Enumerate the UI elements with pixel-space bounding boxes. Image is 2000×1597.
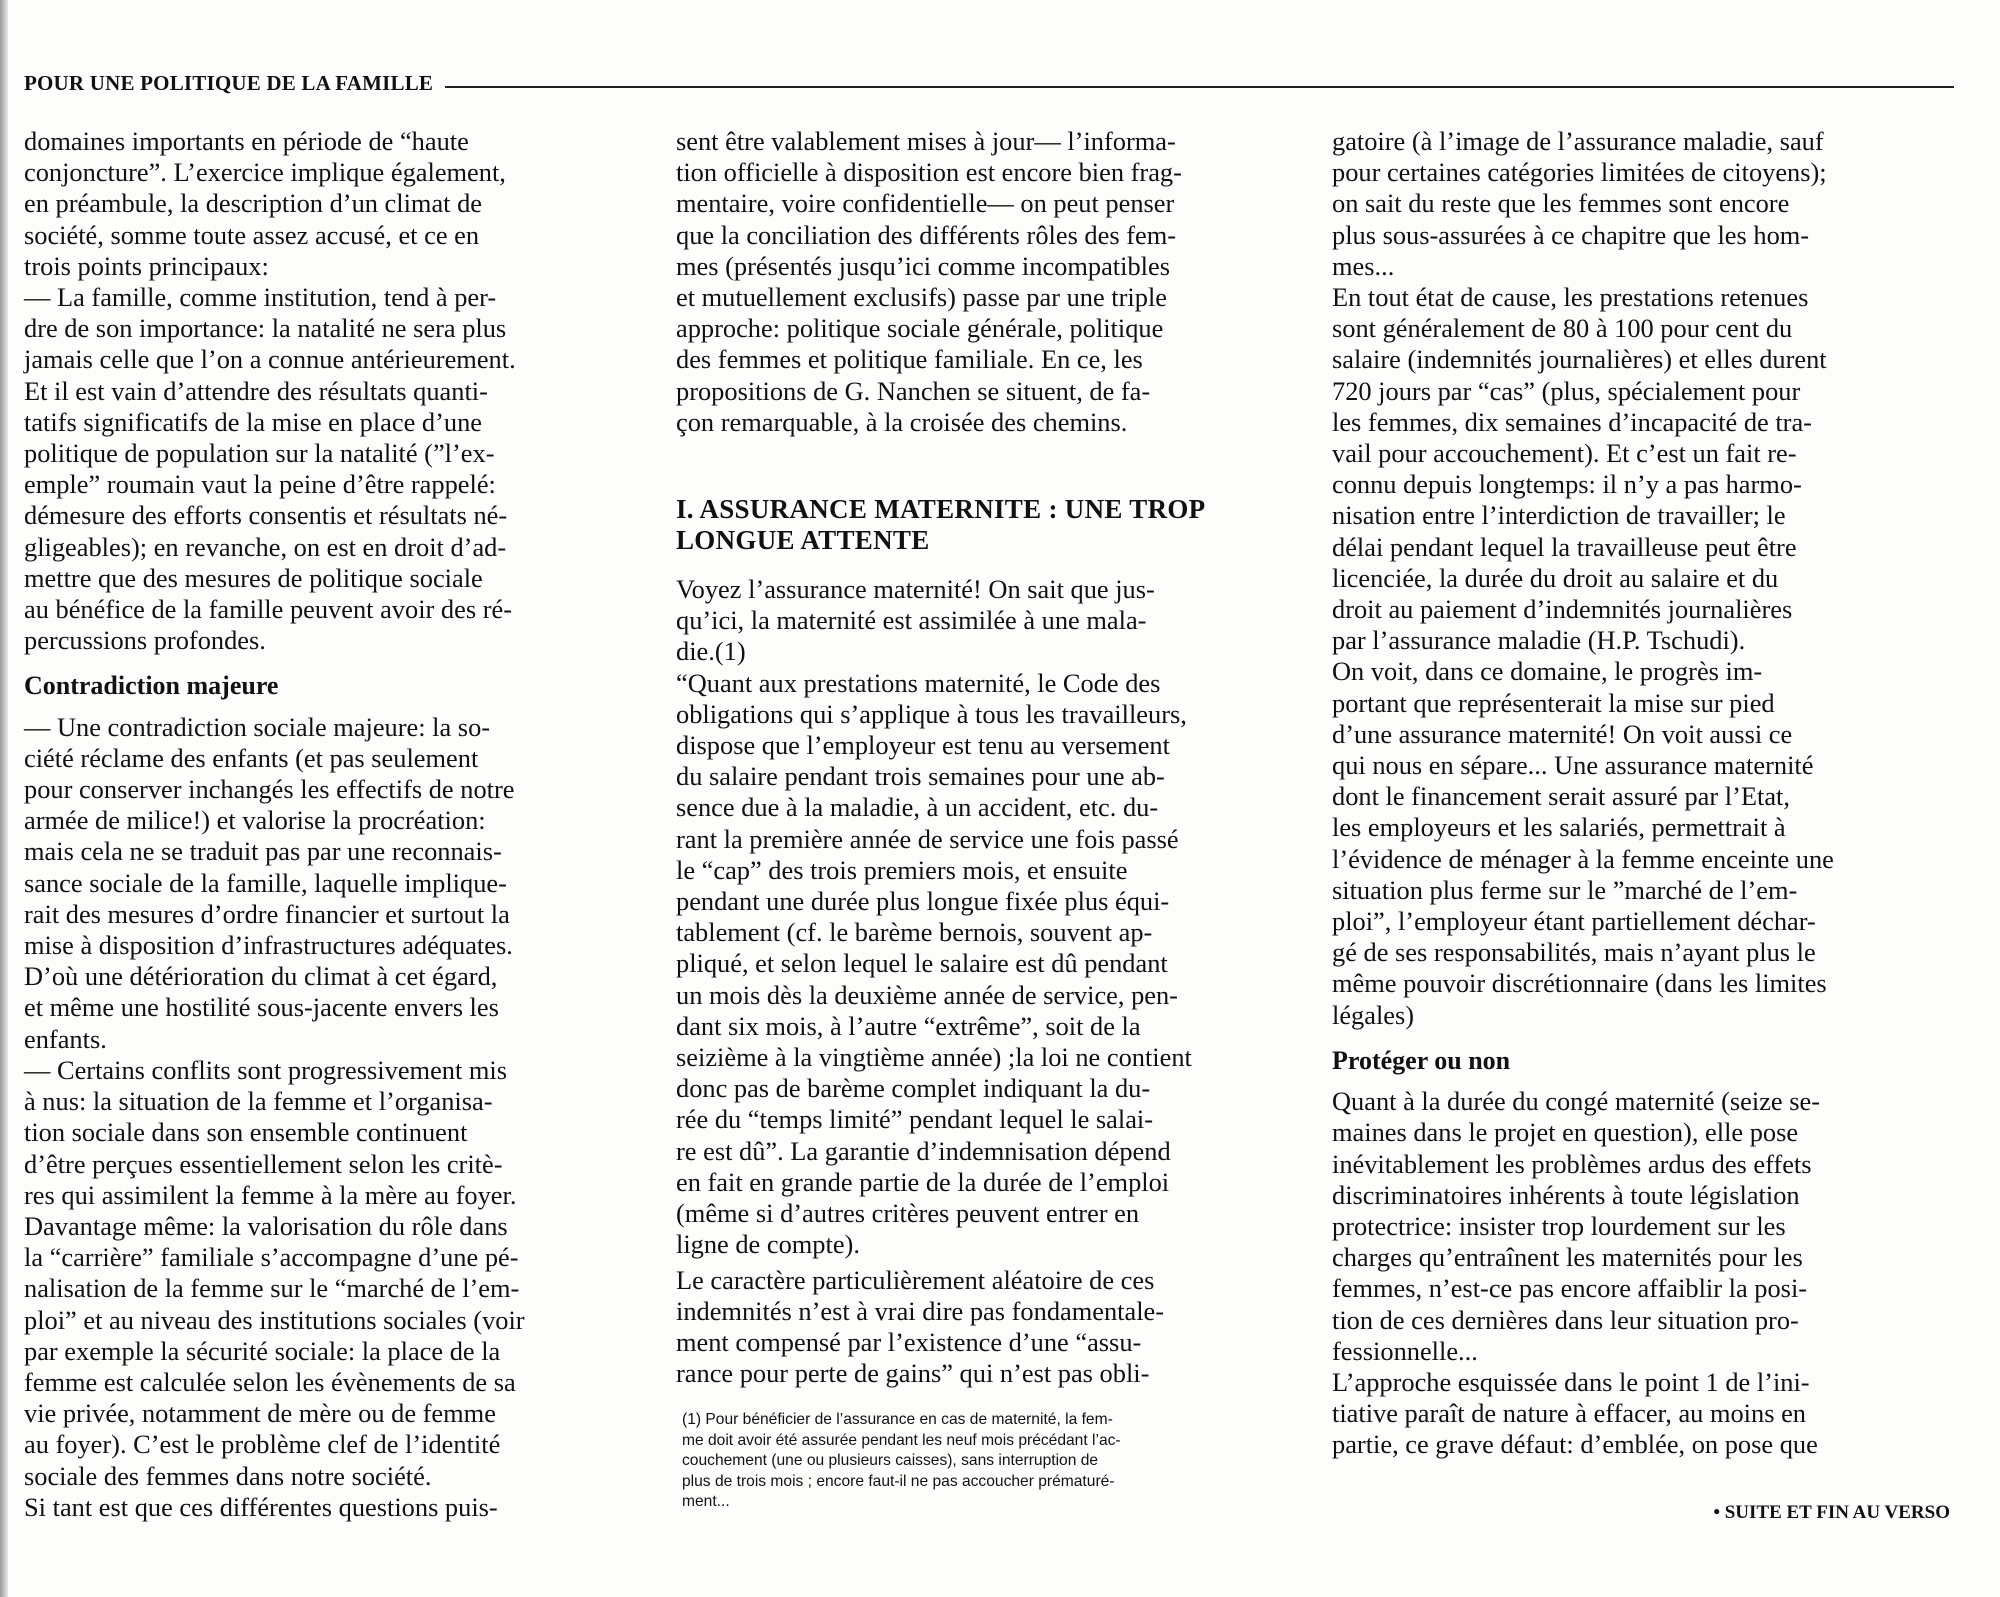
paragraph: L’approche esquissée dans le point 1 de l’ini- tiative paraît de nature à effacer, au moins en partie, ce grave défaut: d’emblée, on pose que <box>1332 1366 1818 1460</box>
paragraph: — Une contradiction sociale majeure: la so- ciété réclame des enfants (et pas seulement pour conserver inchangés les effectifs de notre armée de milice!) et valorise la procréation: mais cela ne se traduit pas par une reconnais- sance sociale de la famille, laquelle implique- rait des mesures d’ordre financier et surtout la mise à disposition d’infrastructures adéquates. D’où une détérioration du climat à cet égard, et même une hostilité sous-jacente envers les enfants. <box>24 711 515 1054</box>
paragraph: En tout état de cause, les prestations retenues sont généralement de 80 à 100 pour cent du salaire (indemnités journalières) et elles durent 720 jours par “cas” (plus, spécialement pour les femmes, dix semaines d’incapacité de tra- vail pour accouchement). Et c’est un fait re- connu depuis longtemps: il n’y a pas harmo- nisation entre l’interdiction de travailler; le délai pendant lequel la travailleuse peut être licenciée, la durée du droit au salaire et du droit au paiement d’indemnités journalières par l’assurance maladie (H.P. Tschudi). <box>1332 282 1827 656</box>
paragraph: “Quant aux prestations maternité, le Code des obligations qui s’applique à tous les travailleurs, dispose que l’employeur est tenu au versement du salaire pendant trois semaines pour une ab- sence due à la maladie, à un accident, etc. du- rant la première année de service une fois passé le “cap” des trois premiers mois, et ensuite pendant une durée plus longue fixée plus équi- tablement (cf. le barème bernois, souvent ap- pliqué, et selon lequel le salaire est dû pendant un mois dès la deuxième année de service, pen- dant six mois, à l’autre “extrême”, soit de la seizième à la vingtième année) ;la loi ne contient donc pas de barème complet indiquant la du- rée du “temps limité” pendant lequel le salai- re est dû”. La garantie d’indemnisation dépend en fait en grande partie de la durée de l’emploi (même si d’autres critères peuvent entrer en ligne de compte). <box>676 667 1192 1260</box>
subheading-proteger: Protéger ou non <box>1332 1045 1511 1075</box>
page-header <box>24 68 1954 98</box>
paragraph: Voyez l’assurance maternité! On sait que jus- qu’ici, la maternité est assimilée à une mala- die.(1) <box>676 574 1155 667</box>
scan-edge-shadow <box>0 0 8 1597</box>
paragraph: sent être valablement mises à jour— l’informa- tion officielle à disposition est encore bien frag- mentaire, voire confidentielle— on peut penser que la conciliation des différents rôles des fem- mes (présentés jusqu’ici comme incompatibles et mutuellement exclusifs) passe par une triple approche: politique sociale générale, politique des femmes et politique familiale. En ce, les propositions de G. Nanchen se situent, de fa- çon remarquable, à la croisée des chemins. <box>676 126 1182 437</box>
section-header-title: POUR UNE POLITIQUE DE LA FAMILLE <box>24 70 434 95</box>
column-1 <box>24 126 638 1523</box>
header-rule <box>445 86 1954 88</box>
continuation-note: • SUITE ET FIN AU VERSO <box>1713 1502 1950 1523</box>
paragraph: — La famille, comme institution, tend à per- dre de son importance: la natalité ne sera plus jamais celle que l’on a connue antérieurement. Et il est vain d’attendre des résultats quanti- tatifs significatifs de la mise en place d’une politique de population sur la natalité (”l’ex- emple” roumain vaut la peine d’être rappelé: démesure des efforts consentis et résultats né- gligeables); en revanche, on est en droit d’ad- mettre que des mesures de politique sociale au bénéfice de la famille peuvent avoir des ré- percussions profondes. <box>24 282 516 656</box>
paragraph: domaines importants en période de “haute conjoncture”. L’exercice implique également, en préambule, la description d’un climat de société, somme toute assez accusé, et ce en trois points principaux: <box>24 126 506 281</box>
footnote: (1) Pour bénéficier de l’assurance en cas de maternité, la fem- me doit avoir été assurée pendant les neuf mois précédant l’ac- couchement (une ou plusieurs caisses), sans interruption de plus de trois mois ; encore faut-il ne pas accoucher prématuré- ment... <box>682 1411 1121 1511</box>
section-title-assurance-maternite: I. ASSURANCE MATERNITE : UNE TROP LONGUE ATTENTE <box>676 494 1206 556</box>
paragraph: Si tant est que ces différentes questions puis- <box>24 1491 498 1522</box>
subheading-contradiction: Contradiction majeure <box>24 671 279 701</box>
column-3 <box>1332 126 1950 1461</box>
paragraph: — Certains conflits sont progressivement mis à nus: la situation de la femme et l’organisa- tion sociale dans son ensemble continuent d’être perçues essentiellement selon les critè- res qui assimilent la femme à la mère au foyer. Davantage même: la valorisation du rôle dans la “carrière” familiale s’accompagne d’une pé- nalisation de la femme sur le “marché de l’em- ploi” et au niveau des institutions sociales (voir par exemple la sécurité sociale: la place de la femme est calculée selon les évènements de sa vie privée, notamment de mère ou de femme au foyer). C’est le problème clef de l’identité sociale des femmes dans notre société. <box>24 1054 525 1491</box>
paragraph: Le caractère particulièrement aléatoire de ces indemnités n’est à vrai dire pas fondamentale- ment compensé par l’existence d’une “assu- rance pour perte de gains” qui n’est pas obli- <box>676 1264 1165 1389</box>
paragraph: Quant à la durée du congé maternité (seize se- maines dans le projet en question), elle pose inévitablement les problèmes ardus des effets discriminatoires inhérents à toute législation protectrice: insister trop lourdement sur les charges qu’entraînent les maternités pour les femmes, n’est-ce pas encore affaiblir la posi- tion de ces dernières dans leur situation pro- fessionnelle... <box>1332 1086 1820 1366</box>
paragraph: gatoire (à l’image de l’assurance maladie, sauf pour certaines catégories limitées de citoyens); on sait du reste que les femmes sont encore plus sous-assurées à ce chapitre que les hom- mes... <box>1332 126 1827 281</box>
paragraph: On voit, dans ce domaine, le progrès im- portant que représenterait la mise sur pied d’une assurance maternité! On voit aussi ce qui nous en sépare... Une assurance maternité dont le financement serait assuré par l’Etat, les employeurs et les salariés, permettrait à l’évidence de ménager à la femme enceinte une situation plus ferme sur le ”marché de l’em- ploi”, l’employeur étant partiellement déchar- gé de ses responsabilités, mais n’ayant plus le même pouvoir discrétionnaire (dans les limites légales) <box>1332 656 1834 1030</box>
column-2 <box>676 126 1290 1389</box>
